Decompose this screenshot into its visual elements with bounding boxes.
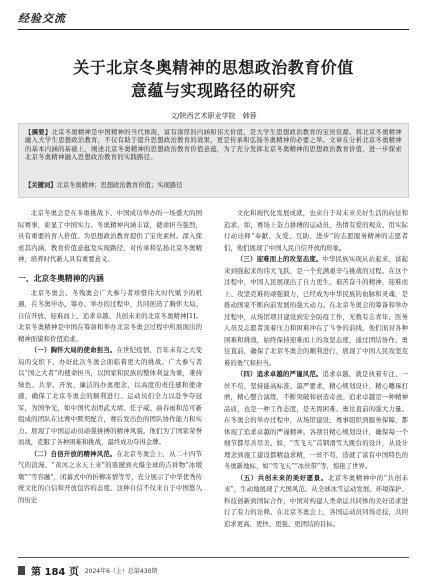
body-paragraph: 文化和现代化发展成就，也来自于对未来美好生活的向往和追求。如，赛场上奋力拼搏的运动员、热情有爱的观众、用实际行动诠释“奉献、友爱、互助、进步”的志愿服务精神的志愿者们，他们展现了中国人民自信开放的形象。 (224, 209, 408, 252)
subheading: （四）追求卓越的严谨风范。 (236, 370, 323, 378)
body-paragraph: 北京冬奥会、冬残奥会广大参与者珍惜伟大时代赋予的机遇，在冬奥申办、筹办、举办的过程中，共同创造了胸怀大局、自信开放、迎难而上、追求卓越、共创未来的北京冬奥精神[1]。北京冬奥精神是中国在筹备和举办北京冬奥会过程中所展现出的精神面貌和价值追求。 (18, 288, 202, 343)
intro-paragraph: 北京冬奥会是在多重挑战下、中国成功举办的一场盛大的国际赛事，彰显了中国实力。冬奥精神内涵丰富，使命担当强烈，具有重要的育人价值。为思想政治教育提供了宝贵素材。深入探索其内涵、教育价值意蕴及实现路径，对传承和弘扬北京冬奥精神，培养时代新人具有重要意义。 (18, 209, 202, 263)
left-column (18, 208, 202, 553)
subheading: （二）自信开放的精神风范。 (30, 449, 117, 458)
footer-marker-icon (18, 566, 25, 575)
subheading: （五）共创未来的美好愿景。 (236, 473, 328, 482)
keywords-body: 北京冬奥精神；思想政治教育价值；实现路径 (56, 182, 183, 189)
section-label: 经验交流 (18, 12, 66, 25)
keywords-label: 【关键词】 (25, 182, 57, 189)
body-paragraph (224, 473, 408, 531)
page-footer (18, 562, 157, 578)
abstract-body: 北京冬奥精神是中国精神的当代体现，富有深厚的内涵和伟大价值，是大学生思想政治教育的宝贵资源。将北京冬奥精神融入大学生思想政治教育，不仅有助于提升思想政治教育的效果，更是传承和弘扬冬奥精神的必要之举。文章在分析北京冬奥精神的基本内涵的基础上，阐述北京冬奥精神的思想政治教育价值意蕴，为了充分发挥北京冬奥精神的思想政治教育价值，进一步探索北京冬奥精神融入思想政治教育的实践路径。 (25, 129, 402, 161)
title-line-1: 关于北京冬奥精神的思想政治教育价值 (73, 58, 354, 77)
subheading: （三）迎难而上的攻坚态度。 (236, 255, 323, 263)
title-line-2: 意蕴与实现路径的研究 (130, 81, 296, 100)
abstract-box (18, 123, 409, 198)
body-paragraph (18, 345, 202, 449)
article-title (18, 56, 409, 102)
section-heading-1: 一、北京冬奥精神的内涵 (18, 273, 104, 283)
keywords-line (25, 182, 402, 190)
issue-info: 2024年6（上）总第430期 (84, 567, 158, 575)
body-paragraph (224, 254, 408, 369)
paragraph-text: 在北京冬奥会上，从二十四节气的浪漫、“黄河之水天上来”的震撼到火爆全球的吉祥物“冰墩墩”“雪容融”，闭幕式中的折柳寄情等等，充分展示了中华优秀传统文化的自信和开放包容的态度。这种自信不仅来自于中国悠久的历史 (18, 449, 202, 504)
abstract-label: 【摘要】 (25, 129, 52, 136)
right-column (224, 208, 408, 553)
paragraph-text: 在世纪疫情、百年未有之大变局的交织下，办好此次冬奥会面临着更大的挑战。广大参与者以“国之大者”的使命担当，以国家和民族的整体利益为重，秉持绿色、共享、开放、廉洁的办奥理念，以高度的责任感和使命感，确保了北京冬奥会的顺利进行。运动员们全力以赴争夺冠军，为国争光，如中国代表团武大靖、任子威、曲春雨和范可新组成的团队在比赛中默契配合，赛后发出色的团队协作能力和实力。展现了中国运动员顽强拼搏的精神风貌。他们为了国家荣誉而战，克服了各种困难和挑战，最终成功夺得金牌。 (18, 346, 202, 446)
author-line: 文/陕西艺术职业学院 韩蓉 (170, 112, 257, 120)
abstract-paragraph (25, 129, 402, 179)
paragraph-text: 北京冬奥精神中的“共创未来”，生动地展现了大国风范。从全球冰雪运动发展、环境保护、科技创新到国际合作，中国对构建人类命运共同体的美好追求进行了有力的诠释。在北京冬奥会上，各国运动员同场竞技，共同追求更高、更快、更强、更团结的目标。 (224, 473, 408, 528)
body-paragraph (224, 369, 408, 473)
header-divider (18, 29, 409, 30)
footer-divider (18, 557, 409, 558)
paragraph-text: 追求卓越，就是执着专注、一丝不苟，坚持能高标准、最严要求，精心规划设计，精心雕琢打磨，精心整合演练，不断突破和创造奇迹。追求卓越是一种精神品质，也是一种工作态度，是无畏困难、勇往直前的强大力量。在冬奥会的举办过程中，从场馆建设、赛事组织到服务保障，都体现了追求卓越的严谨精神。各项目精心规划设计，确保每一个细节都尽善尽美。如，“雪飞天”首钢滑雪大跳台的设计，从设计理念到施工建设都精益求精，一丝不苟，造就了富有中国特色的冬奥新地标，如“雪飞天”“冰丝带”等，惊艳了世界。 (224, 370, 408, 470)
subheading: （一）胸怀大局的使命担当。 (30, 346, 117, 354)
page-number: 第 184 页 (31, 566, 79, 578)
body-paragraph (18, 449, 202, 507)
paragraph-text: 中华民族实现从站起来、富起来到强起来的伟大飞跃，是一个充满艰辛与挑战的过程。在这个过程中，中国人民展现出了自力更生、艰苦奋斗的精神，迎难而上、攻坚克难的顽强毅力，已经成为中华民族的血脉和灵魂，是推动国家不断向前发展的强大动力。在北京冬奥会的筹备和举办过程中，从场馆项目建设到安全防疫工作，无数有志青年、医务人员及志愿者顶着压力和困难冲在了斗争的前线。他们面对各种困难和挑战，始终保持迎难而上的攻坚态度，通过团结协作、勇往直前，确保了北京冬奥会的顺利进行，展现了中国人民攻坚克难的勇气和担当。 (224, 255, 408, 367)
